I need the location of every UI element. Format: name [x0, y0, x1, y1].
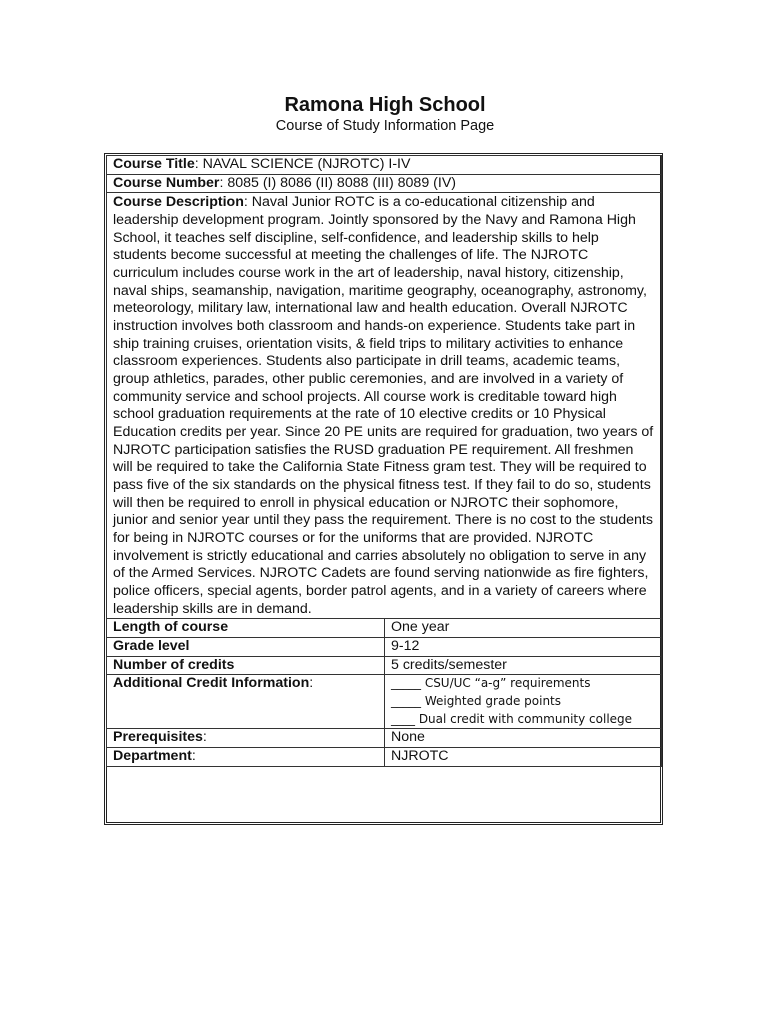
additional-credit-label: Additional Credit Information [113, 675, 310, 692]
course-description-cell [107, 193, 662, 619]
department-label: Department [113, 748, 192, 765]
course-info-table [106, 155, 662, 767]
credits-row [107, 656, 662, 675]
department-value: NJROTC [385, 748, 662, 767]
credits-value: 5 credits/semester [385, 656, 662, 675]
department-row [107, 748, 662, 767]
grade-label: Grade level [107, 637, 385, 656]
department-label-cell [107, 748, 385, 767]
length-label: Length of course [107, 619, 385, 638]
additional-credit-options [385, 675, 662, 729]
length-row [107, 619, 662, 638]
course-title-label: Course Title [113, 156, 195, 172]
course-title-row [107, 156, 662, 175]
additional-credit-label-cell [107, 675, 385, 729]
course-number-row [107, 174, 662, 193]
length-value: One year [385, 619, 662, 638]
course-number-cell [107, 174, 662, 193]
prerequisites-label: Prerequisites [113, 729, 203, 746]
prerequisites-row [107, 729, 662, 748]
additional-credit-row [107, 675, 662, 729]
additional-credit-colon: : [309, 675, 314, 692]
credits-label: Number of credits [107, 656, 385, 675]
course-title-value: : NAVAL SCIENCE (NJROTC) I-IV [194, 156, 411, 172]
department-colon: : [191, 748, 196, 765]
credit-option-dual: ____ Dual credit with community college [391, 711, 633, 726]
course-description-text: : Naval Junior ROTC is a co-educational citizenship and leadership development program. Jointly sponsored by the Navy and Ramona High School, it teaches self discipline, self-confidence, and leadership skills to help students become successful at meeting the challenges of life. The NJROTC curriculum includes course work in the art of leadership, naval history, citizenship, naval ships, seamanship, navigation, maritime geography, oceanography, astronomy, meteorology, military law, international law and health education. Overall NJROTC instruction involves both classroom and hands-on experience. Students take part in ship training cruises, orientation visits, & field trips to military activities to enhance classroom experiences. Students also participate in drill teams, academic teams, group athletics, parades, other public ceremonies, and are involved in a variety of community service and school projects. All course work is creditable toward high school graduation requirements at the rate of 10 elective credits or 10 Physical Education credits per year. Since 20 PE units are required for graduation, two years of NJROTC participation satisfies the RUSD graduation PE requirement. All freshmen will be required to take the California State Fitness gram test. They will be required to pass five of the six standards on the physical fitness test. If they fail to do so, students will then be required to enroll in physical education or NJROTC their sophomore, junior and senior year until they pass the requirement. There is no cost to the students for being in NJROTC courses or for the uniforms that are provided. NJROTC involvement is strictly educational and carries absolutely no obligation to serve in any of the Armed Services. NJROTC Cadets are found serving nationwide as fire fighters, police officers, special agents, border patrol agents, and in a variety of careers where leadership skills are in demand. [113, 194, 654, 617]
course-number-label: Course Number [113, 174, 220, 191]
page-subtitle: Course of Study Information Page [275, 118, 495, 134]
course-title-cell [107, 156, 662, 175]
prerequisites-value: None [385, 729, 662, 748]
course-number-value: : 8085 (I) 8086 (II) 8088 (III) 8089 (IV) [219, 174, 457, 191]
credit-option-csu: _____ CSU/UC “a-g” requirements [391, 676, 591, 691]
course-description-row [107, 193, 662, 619]
page-title: Ramona High School [284, 94, 486, 116]
credit-option-weighted: _____ Weighted grade points [391, 693, 562, 708]
prerequisites-label-cell [107, 729, 385, 748]
prerequisites-colon: : [202, 729, 207, 746]
grade-value: 9-12 [385, 637, 662, 656]
course-description-label: Course Description [113, 194, 244, 211]
grade-row [107, 637, 662, 656]
